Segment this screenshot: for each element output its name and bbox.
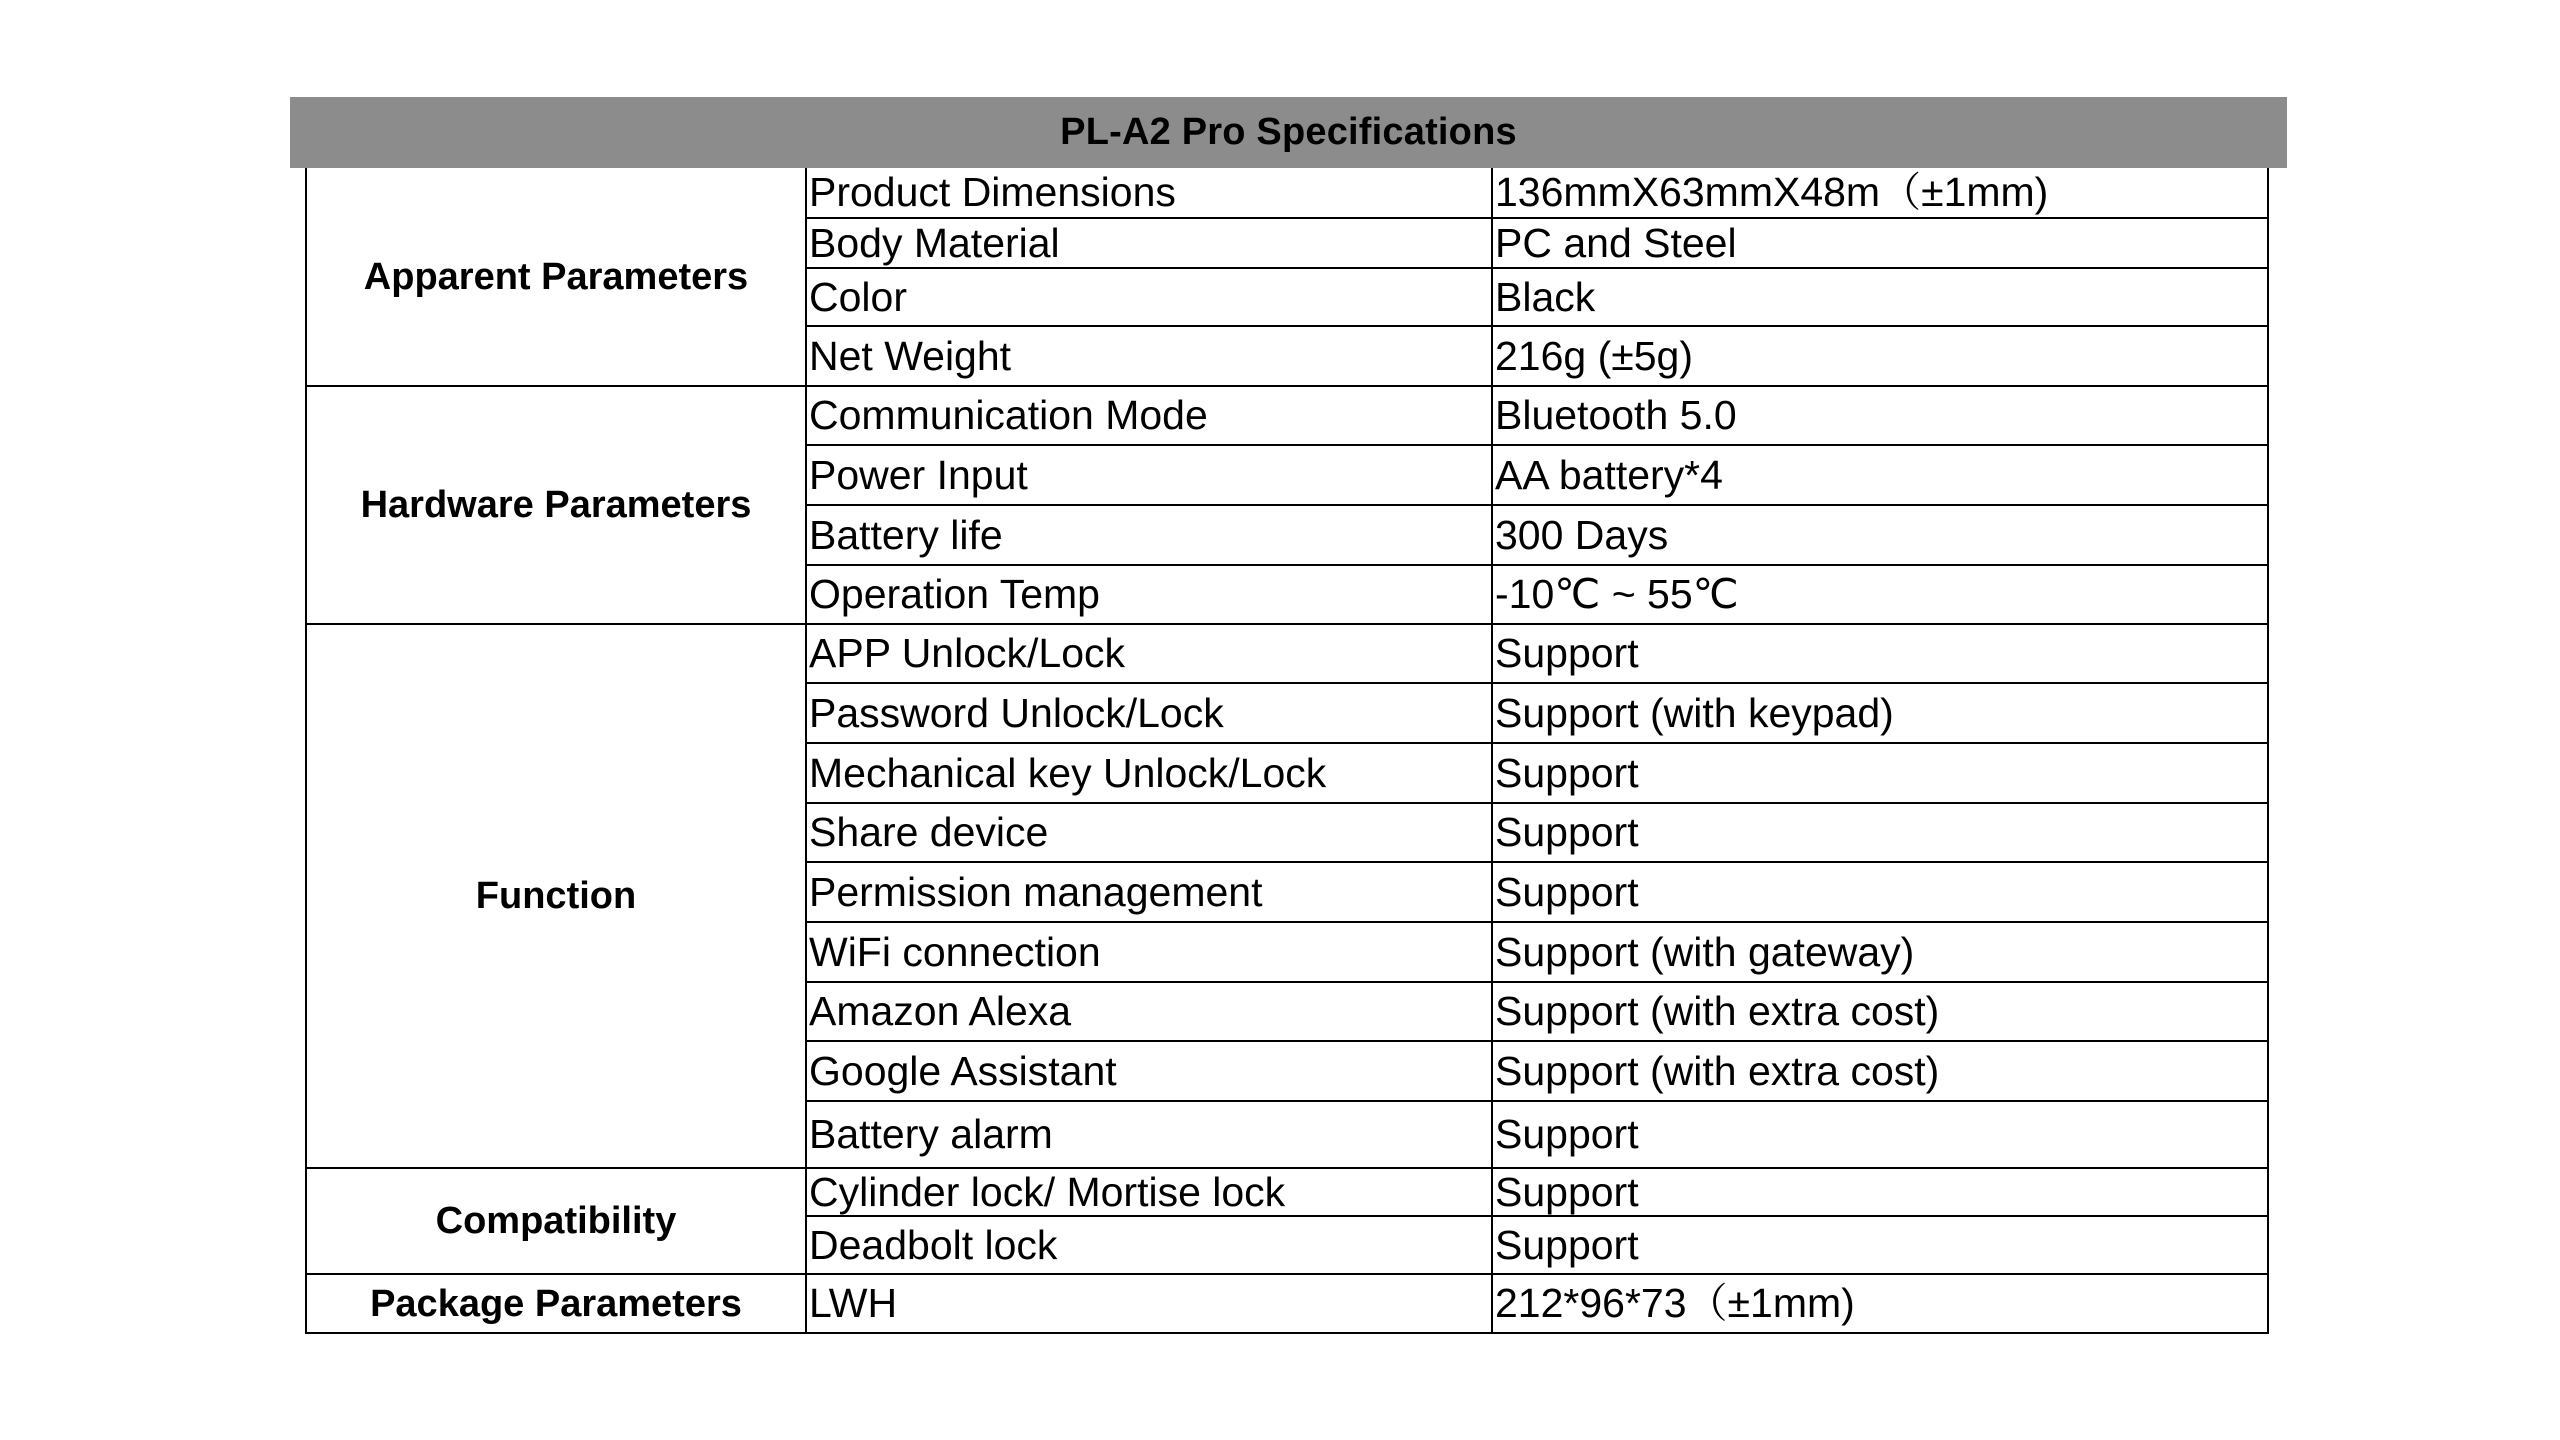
param-value: PC and Steel [1492, 218, 2268, 268]
param-value: 212*96*73（±1mm) [1492, 1274, 2268, 1333]
param-value: Support [1492, 1168, 2268, 1216]
param-value: AA battery*4 [1492, 445, 2268, 505]
param-name: LWH [806, 1274, 1492, 1333]
param-name: Operation Temp [806, 565, 1492, 624]
param-name: Password Unlock/Lock [806, 683, 1492, 743]
table-row [306, 1274, 2268, 1333]
param-value: Support [1492, 624, 2268, 683]
param-name: Battery alarm [806, 1101, 1492, 1168]
param-value: Support [1492, 862, 2268, 922]
param-name: Google Assistant [806, 1041, 1492, 1101]
spec-title: PL-A2 Pro Specifications [290, 97, 2287, 168]
param-name: APP Unlock/Lock [806, 624, 1492, 683]
param-value: Support (with extra cost) [1492, 1041, 2268, 1101]
param-name: Power Input [806, 445, 1492, 505]
spec-table [305, 168, 2269, 1334]
param-name: Deadbolt lock [806, 1216, 1492, 1274]
group-label: Hardware Parameters [306, 386, 806, 624]
table-row [306, 624, 2268, 683]
table-row [306, 168, 2268, 218]
spec-sheet [290, 97, 2287, 1334]
group-label: Function [306, 624, 806, 1168]
param-value: Bluetooth 5.0 [1492, 386, 2268, 445]
param-name: Battery life [806, 505, 1492, 565]
group-label: Apparent Parameters [306, 168, 806, 386]
param-value: Support [1492, 1216, 2268, 1274]
param-name: Amazon Alexa [806, 982, 1492, 1041]
param-name: Communication Mode [806, 386, 1492, 445]
param-name: Share device [806, 803, 1492, 862]
param-name: WiFi connection [806, 922, 1492, 982]
group-label: Compatibility [306, 1168, 806, 1274]
param-name: Product Dimensions [806, 168, 1492, 218]
group-label: Package Parameters [306, 1274, 806, 1333]
param-name: Permission management [806, 862, 1492, 922]
param-name: Net Weight [806, 326, 1492, 386]
param-value: Support [1492, 743, 2268, 803]
param-value: Support (with extra cost) [1492, 982, 2268, 1041]
param-value: Support (with gateway) [1492, 922, 2268, 982]
param-value: 136mmX63mmX48m（±1mm) [1492, 168, 2268, 218]
param-name: Body Material [806, 218, 1492, 268]
table-row [306, 386, 2268, 445]
param-value: Black [1492, 268, 2268, 326]
param-value: Support [1492, 1101, 2268, 1168]
table-row [306, 1168, 2268, 1216]
spec-table-body [306, 168, 2268, 1333]
param-value: 300 Days [1492, 505, 2268, 565]
param-name: Mechanical key Unlock/Lock [806, 743, 1492, 803]
param-value: Support [1492, 803, 2268, 862]
param-name: Cylinder lock/ Mortise lock [806, 1168, 1492, 1216]
param-value: Support (with keypad) [1492, 683, 2268, 743]
param-value: 216g (±5g) [1492, 326, 2268, 386]
param-name: Color [806, 268, 1492, 326]
param-value: -10℃ ~ 55℃ [1492, 565, 2268, 624]
